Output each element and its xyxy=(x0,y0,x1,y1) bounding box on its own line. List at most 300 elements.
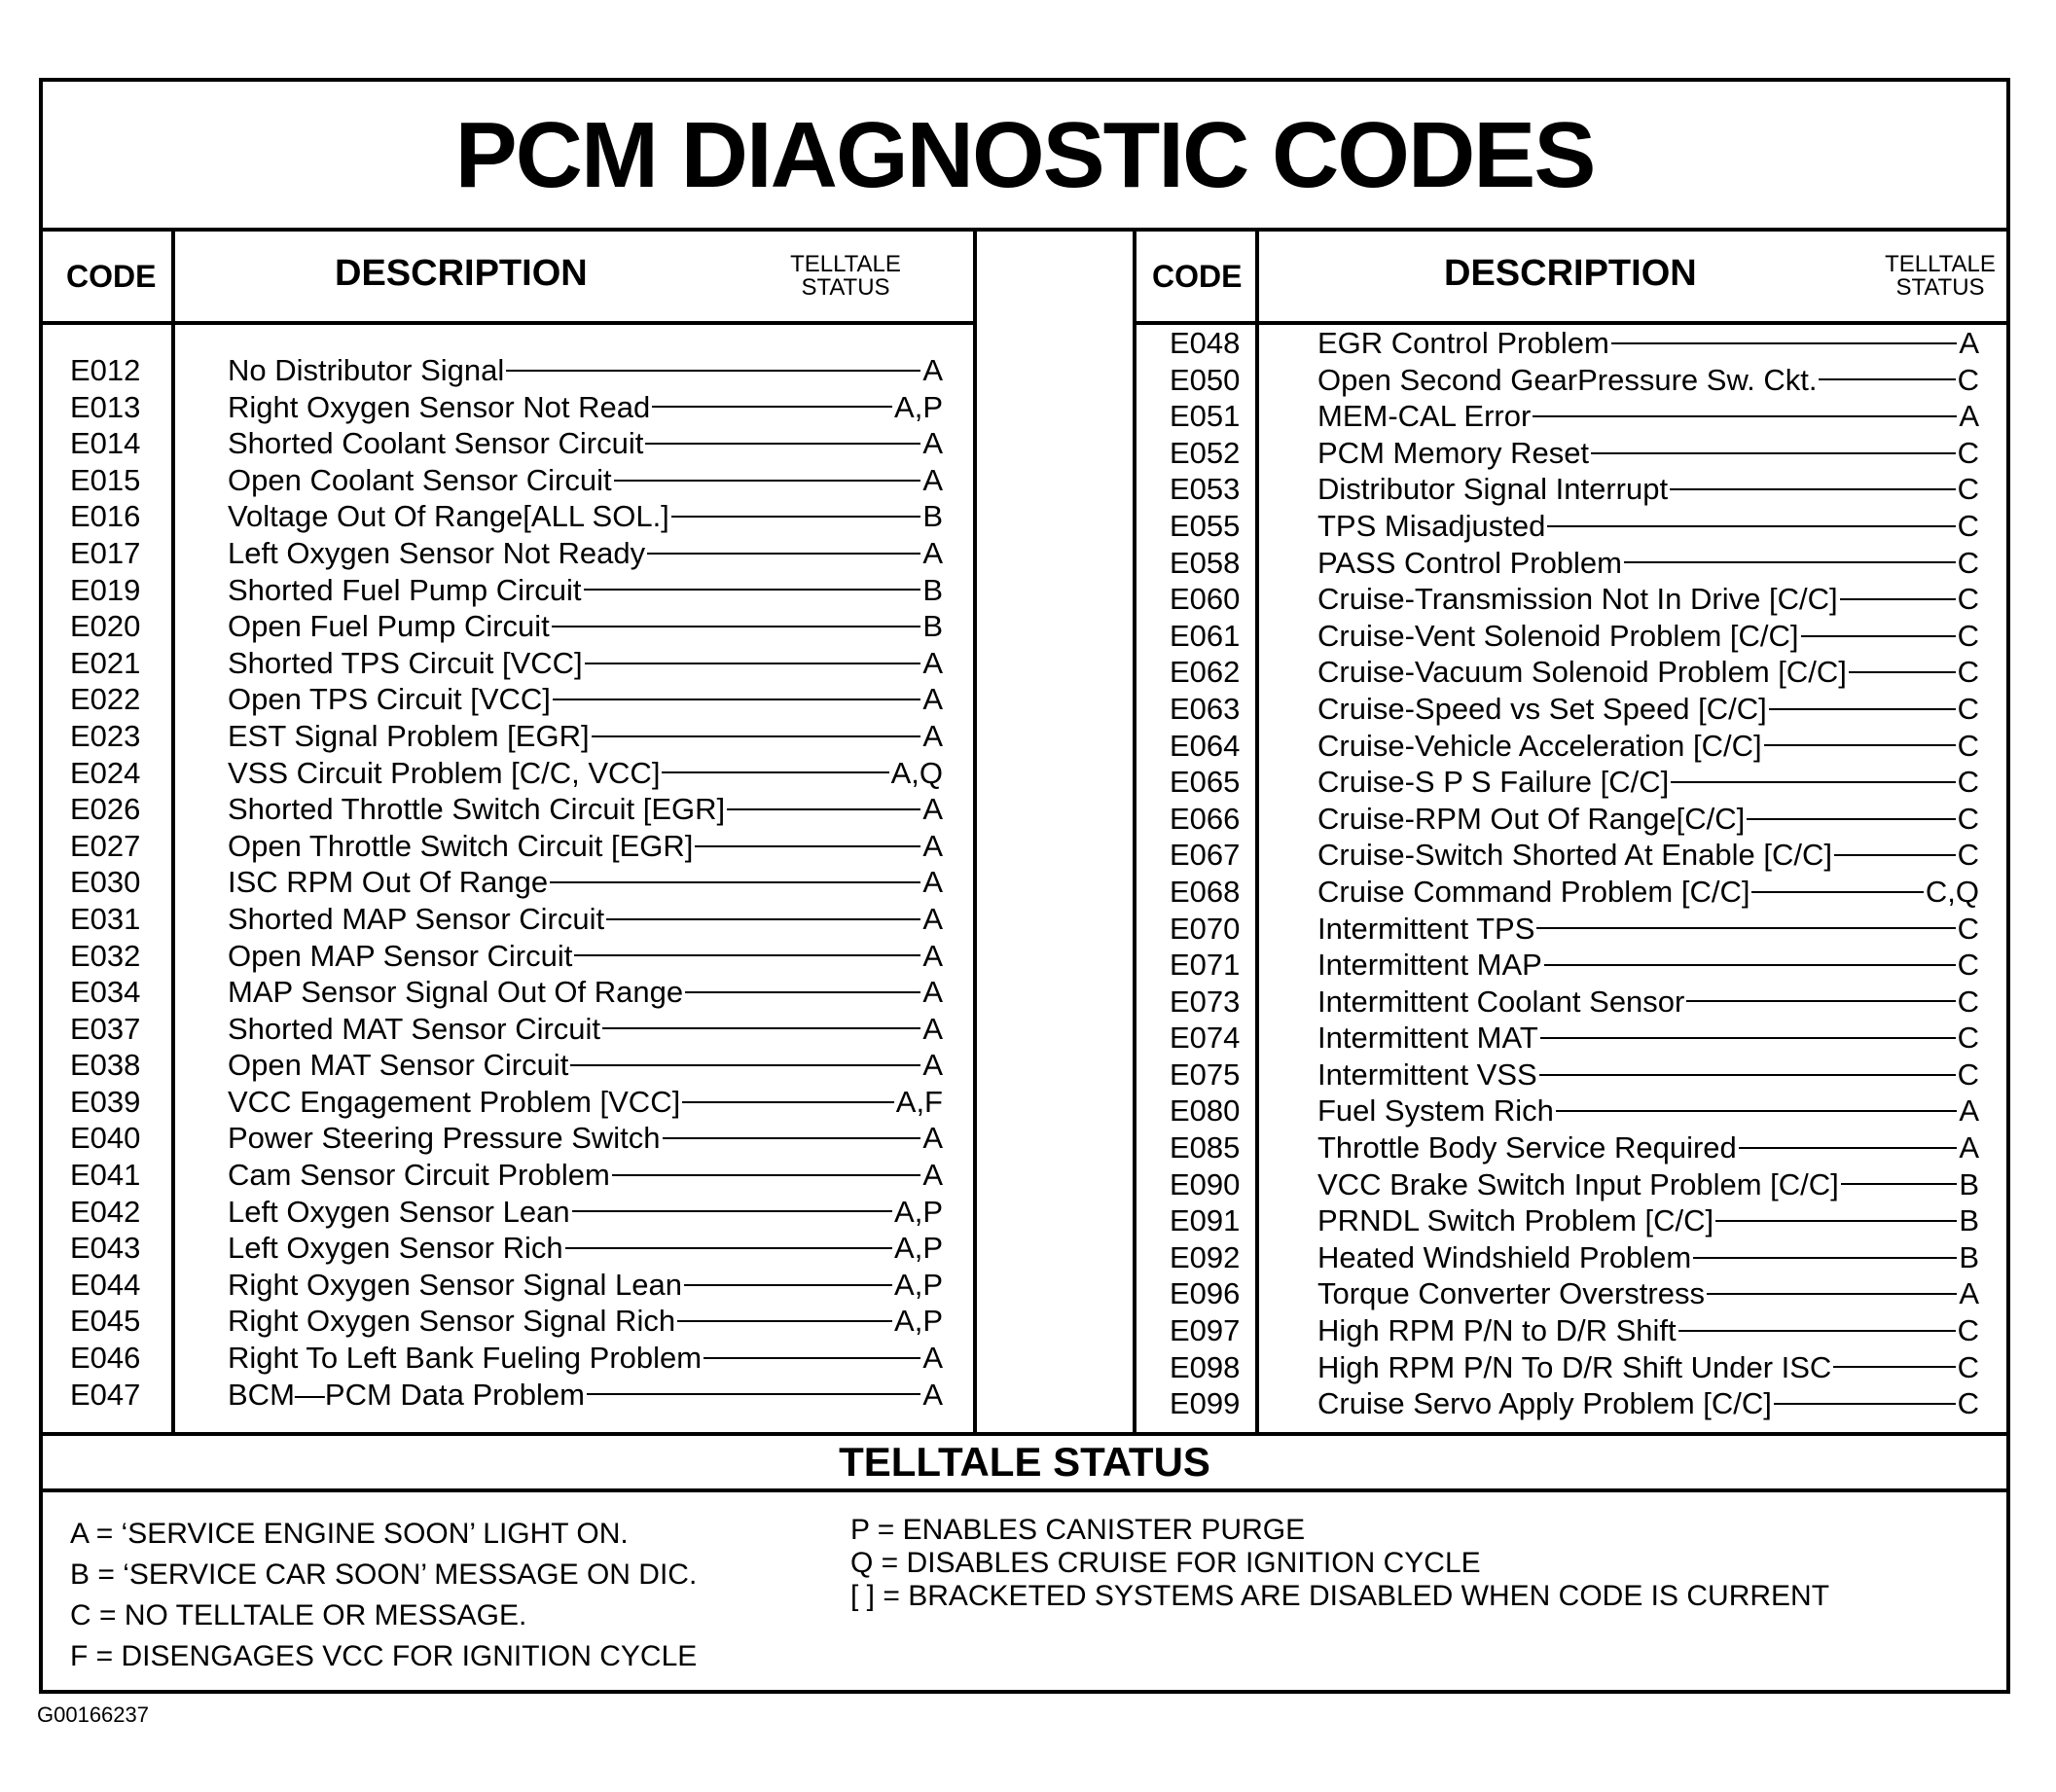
right-description-text: Heated Windshield Problem xyxy=(1317,1239,1692,1274)
left-telltale-status: A xyxy=(922,426,943,461)
right-telltale-status: C xyxy=(1957,801,1979,836)
left-telltale-status: A,Q xyxy=(890,755,943,790)
left-code-cell: E014 xyxy=(70,426,141,461)
right-code-cell: E063 xyxy=(1170,691,1241,726)
right-telltale-status: C xyxy=(1957,362,1979,397)
leader-line xyxy=(1556,1110,1957,1112)
right-telltale-header xyxy=(1872,253,2008,300)
left-telltale-status: A xyxy=(922,1121,943,1156)
right-telltale-status: A xyxy=(1959,1093,1979,1129)
right-description-text: Cruise Servo Apply Problem [C/C] xyxy=(1317,1386,1772,1421)
right-description-text: Cruise Command Problem [C/C] xyxy=(1317,874,1750,909)
left-telltale-status: A xyxy=(922,975,943,1010)
leader-line xyxy=(1764,744,1956,746)
right-description-row xyxy=(1317,801,1979,838)
right-description-text: Intermittent MAT xyxy=(1317,1021,1538,1056)
left-description-row xyxy=(228,974,943,1011)
left-code-cell: E041 xyxy=(70,1158,141,1193)
legend-entry: Q = DISABLES CRUISE FOR IGNITION CYCLE xyxy=(850,1547,1481,1579)
leader-line xyxy=(553,699,920,700)
right-code-cell: E074 xyxy=(1170,1021,1241,1056)
right-description-row xyxy=(1317,1385,1979,1422)
left-code-cell: E037 xyxy=(70,1011,141,1046)
title-divider xyxy=(43,228,2006,232)
left-telltale-status: A,P xyxy=(894,389,943,424)
left-description-row xyxy=(228,572,943,609)
leader-line xyxy=(1833,1366,1955,1368)
right-description-text: Cruise-RPM Out Of Range[C/C] xyxy=(1317,801,1746,836)
leader-line xyxy=(671,516,921,518)
left-telltale-status: A,P xyxy=(894,1231,943,1266)
right-code-cell: E058 xyxy=(1170,545,1241,580)
leader-line xyxy=(1840,598,1956,600)
left-description-row xyxy=(228,352,943,389)
right-telltale-status: C xyxy=(1957,655,1979,690)
right-telltale-status: B xyxy=(1959,1203,1979,1238)
leader-line xyxy=(682,1101,894,1103)
left-description-row xyxy=(228,864,943,901)
left-description-text: Left Oxygen Sensor Rich xyxy=(228,1231,563,1266)
leader-line xyxy=(585,663,921,664)
leader-line xyxy=(645,443,920,445)
leader-line xyxy=(587,1393,920,1395)
left-code-cell: E045 xyxy=(70,1304,141,1339)
left-telltale-status: B xyxy=(922,499,943,534)
right-description-row xyxy=(1317,1166,1979,1203)
right-code-cell: E067 xyxy=(1170,838,1241,873)
right-description-text: Cruise-Vehicle Acceleration [C/C] xyxy=(1317,728,1762,763)
left-description-row xyxy=(228,938,943,975)
left-description-text: Power Steering Pressure Switch xyxy=(228,1121,661,1156)
leader-line xyxy=(570,1064,920,1066)
leader-line xyxy=(584,589,921,591)
right-description-row xyxy=(1317,581,1979,618)
right-description-text: Intermittent TPS xyxy=(1317,911,1535,946)
right-telltale-status: C xyxy=(1957,911,1979,946)
right-description-header: DESCRIPTION xyxy=(1444,253,1697,294)
left-code-cell: E040 xyxy=(70,1121,141,1156)
left-code-cell: E026 xyxy=(70,792,141,827)
legend-left-column xyxy=(70,1514,697,1677)
left-code-column xyxy=(70,352,167,1413)
right-telltale-status: C xyxy=(1957,472,1979,507)
left-telltale-status: A xyxy=(922,353,943,387)
left-telltale-status: B xyxy=(922,572,943,607)
right-code-cell: E064 xyxy=(1170,728,1241,763)
left-description-text: Open MAT Sensor Circuit xyxy=(228,1048,569,1083)
left-code-cell: E038 xyxy=(70,1048,141,1083)
left-code-cell: E021 xyxy=(70,645,141,680)
right-telltale-status: A xyxy=(1959,399,1979,434)
leader-line xyxy=(1547,525,1955,527)
right-description-text: Intermittent VSS xyxy=(1317,1057,1537,1092)
left-code-cell: E015 xyxy=(70,462,141,497)
left-description-text: Open Throttle Switch Circuit [EGR] xyxy=(228,828,694,863)
right-description-text: Cruise-Vacuum Solenoid Problem [C/C] xyxy=(1317,655,1847,690)
right-description-text: PRNDL Switch Problem [C/C] xyxy=(1317,1203,1714,1238)
right-description-row xyxy=(1317,874,1979,911)
left-description-row xyxy=(228,425,943,462)
legend-entry: [ ] = BRACKETED SYSTEMS ARE DISABLED WHEN CODE IS CURRENT xyxy=(850,1580,1830,1612)
left-description-row xyxy=(228,791,943,828)
leader-line xyxy=(550,881,920,883)
leader-line xyxy=(572,1210,892,1212)
right-description-row xyxy=(1317,508,1979,545)
leader-line xyxy=(1693,1257,1957,1259)
right-description-row xyxy=(1317,545,1979,582)
left-description-row xyxy=(228,1047,943,1084)
legend-entry: P = ENABLES CANISTER PURGE xyxy=(850,1514,1306,1546)
leader-line xyxy=(1533,415,1957,417)
right-description-text: TPS Misadjusted xyxy=(1317,508,1546,543)
left-description-text: ISC RPM Out Of Range xyxy=(228,865,549,900)
left-telltale-status: A,P xyxy=(894,1194,943,1229)
right-description-row xyxy=(1317,1057,1979,1093)
leader-line xyxy=(1671,781,1955,783)
diagnostic-code-chart xyxy=(39,78,2010,1694)
left-code-cell: E016 xyxy=(70,499,141,534)
right-code-cell: E080 xyxy=(1170,1093,1241,1129)
left-description-text: Shorted MAP Sensor Circuit xyxy=(228,901,605,936)
right-telltale-header-line2: STATUS xyxy=(1895,274,1985,301)
right-code-cell: E061 xyxy=(1170,618,1241,653)
right-description-text: Fuel System Rich xyxy=(1317,1093,1554,1129)
left-description-text: VSS Circuit Problem [C/C, VCC] xyxy=(228,755,661,790)
leader-line xyxy=(1539,1074,1956,1076)
left-description-row xyxy=(228,1340,943,1377)
left-description-text: Open TPS Circuit [VCC] xyxy=(228,682,551,717)
left-telltale-status: A,F xyxy=(895,1084,943,1119)
right-description-text: Distributor Signal Interrupt xyxy=(1317,472,1669,507)
left-description-row xyxy=(228,1267,943,1304)
left-code-header: CODE xyxy=(66,259,157,294)
left-description-text: Right To Left Bank Fueling Problem xyxy=(228,1341,703,1376)
left-telltale-status: A xyxy=(922,535,943,570)
left-telltale-status: A,P xyxy=(894,1304,943,1339)
right-table-left-border xyxy=(1133,230,1136,1434)
left-description-row xyxy=(228,608,943,645)
right-telltale-status: C xyxy=(1957,728,1979,763)
right-telltale-status: C xyxy=(1957,838,1979,873)
right-code-cell: E099 xyxy=(1170,1386,1241,1421)
leader-line xyxy=(565,1247,892,1249)
left-code-cell: E047 xyxy=(70,1377,141,1412)
right-telltale-status: C xyxy=(1957,508,1979,543)
left-description-row xyxy=(228,1157,943,1194)
left-description-text: BCM—PCM Data Problem xyxy=(228,1377,585,1412)
leader-line xyxy=(552,626,921,627)
legend-title-divider xyxy=(43,1488,2006,1492)
right-description-text: Cruise-S P S Failure [C/C] xyxy=(1317,765,1670,800)
right-description-row xyxy=(1317,1129,1979,1166)
left-description-text: Open Fuel Pump Circuit xyxy=(228,609,550,644)
leader-line xyxy=(662,771,888,773)
leader-line xyxy=(612,1174,921,1176)
left-description-row xyxy=(228,901,943,938)
telltale-status-title: TELLTALE STATUS xyxy=(839,1439,1210,1485)
left-description-text: Right Oxygen Sensor Not Read xyxy=(228,389,651,424)
right-code-cell: E052 xyxy=(1170,435,1241,470)
leader-line xyxy=(1801,635,1956,637)
leader-line xyxy=(574,954,920,956)
left-description-row xyxy=(228,1230,943,1267)
right-description-row xyxy=(1317,691,1979,728)
right-code-cell: E098 xyxy=(1170,1349,1241,1384)
left-code-cell: E024 xyxy=(70,755,141,790)
leader-line xyxy=(1747,818,1955,820)
left-description-text: Shorted TPS Circuit [VCC] xyxy=(228,645,583,680)
right-telltale-status: B xyxy=(1959,1239,1979,1274)
leader-line xyxy=(1849,671,1956,673)
left-description-text: Shorted Throttle Switch Circuit [EGR] xyxy=(228,792,726,827)
left-telltale-status: A xyxy=(922,901,943,936)
right-description-text: VCC Brake Switch Input Problem [C/C] xyxy=(1317,1166,1839,1201)
left-description-text: Open MAP Sensor Circuit xyxy=(228,938,573,973)
right-description-row xyxy=(1317,1275,1979,1312)
right-telltale-status: A xyxy=(1959,1276,1979,1311)
right-telltale-status: C xyxy=(1957,1313,1979,1348)
right-description-row xyxy=(1317,1202,1979,1239)
leader-line xyxy=(602,1027,920,1029)
right-code-cell: E091 xyxy=(1170,1203,1241,1238)
leader-line xyxy=(677,1320,892,1322)
right-telltale-status: C xyxy=(1957,1349,1979,1384)
right-telltale-status: A xyxy=(1959,326,1979,360)
right-description-text: High RPM P/N To D/R Shift Under ISC xyxy=(1317,1349,1832,1384)
leader-line xyxy=(592,735,921,737)
right-description-row xyxy=(1317,435,1979,472)
left-description-row xyxy=(228,1377,943,1414)
right-description-row xyxy=(1317,837,1979,874)
legend-right-column xyxy=(850,1514,1829,1613)
left-description-header: DESCRIPTION xyxy=(335,253,588,294)
right-code-cell: E085 xyxy=(1170,1130,1241,1165)
left-telltale-status: A xyxy=(922,792,943,827)
left-code-cell: E046 xyxy=(70,1341,141,1376)
leader-line xyxy=(1834,854,1956,856)
left-description-text: Right Oxygen Sensor Signal Rich xyxy=(228,1304,676,1339)
right-telltale-status: C xyxy=(1957,948,1979,983)
leader-line xyxy=(663,1137,921,1139)
left-description-row xyxy=(228,681,943,718)
left-description-row xyxy=(228,718,943,755)
leader-line xyxy=(727,808,920,810)
right-telltale-status: C xyxy=(1957,435,1979,470)
leader-line xyxy=(606,918,920,920)
leader-line xyxy=(1540,1037,1956,1039)
right-code-cell: E068 xyxy=(1170,874,1241,909)
left-description-text: Right Oxygen Sensor Signal Lean xyxy=(228,1267,683,1302)
right-code-cell: E050 xyxy=(1170,362,1241,397)
leader-line xyxy=(1686,1000,1955,1002)
left-telltale-status: A xyxy=(922,718,943,753)
right-code-column xyxy=(1170,325,1257,1422)
right-code-cell: E055 xyxy=(1170,508,1241,543)
left-description-row xyxy=(228,1084,943,1121)
right-telltale-status: B xyxy=(1959,1166,1979,1201)
left-code-cell: E044 xyxy=(70,1267,141,1302)
legend-entry: A = ‘SERVICE ENGINE SOON’ LIGHT ON. xyxy=(70,1518,629,1550)
left-description-row xyxy=(228,755,943,792)
leader-line xyxy=(1536,927,1955,929)
left-description-row xyxy=(228,1303,943,1340)
right-telltale-status: C,Q xyxy=(1925,874,1979,909)
figure-id: G00166237 xyxy=(37,1702,149,1727)
right-description-row xyxy=(1317,728,1979,765)
right-description-row xyxy=(1317,618,1979,655)
right-code-cell: E051 xyxy=(1170,399,1241,434)
leader-line xyxy=(1769,708,1956,710)
right-code-cell: E075 xyxy=(1170,1057,1241,1092)
leader-line xyxy=(1624,561,1956,563)
left-telltale-status: A xyxy=(922,1341,943,1376)
left-code-cell: E017 xyxy=(70,535,141,570)
right-description-text: Cruise-Transmission Not In Drive [C/C] xyxy=(1317,582,1838,617)
left-description-text: Open Coolant Sensor Circuit xyxy=(228,462,612,497)
right-telltale-header-line1: TELLTALE xyxy=(1885,251,1996,277)
left-code-cell: E019 xyxy=(70,572,141,607)
left-code-cell: E027 xyxy=(70,828,141,863)
left-telltale-status: A xyxy=(922,938,943,973)
right-description-text: PCM Memory Reset xyxy=(1317,435,1590,470)
left-description-text: EST Signal Problem [EGR] xyxy=(228,718,590,753)
left-description-text: Cam Sensor Circuit Problem xyxy=(228,1158,610,1193)
right-description-row xyxy=(1317,1349,1979,1386)
right-telltale-status: C xyxy=(1957,765,1979,800)
right-code-cell: E048 xyxy=(1170,326,1241,360)
left-description-text: Shorted Fuel Pump Circuit xyxy=(228,572,582,607)
left-telltale-header-line1: TELLTALE xyxy=(790,251,901,277)
right-description-text: Intermittent Coolant Sensor xyxy=(1317,984,1685,1019)
left-description-row xyxy=(228,828,943,865)
left-code-cell: E039 xyxy=(70,1084,141,1119)
right-telltale-status: C xyxy=(1957,984,1979,1019)
legend-entry: C = NO TELLTALE OR MESSAGE. xyxy=(70,1599,527,1631)
right-description-text: Torque Converter Overstress xyxy=(1317,1276,1705,1311)
leader-line xyxy=(506,370,920,372)
right-description-row xyxy=(1317,1093,1979,1129)
leader-line xyxy=(1670,488,1956,490)
left-code-cell: E043 xyxy=(70,1231,141,1266)
left-description-row xyxy=(228,1194,943,1231)
right-description-row xyxy=(1317,398,1979,435)
left-header-divider xyxy=(43,321,977,325)
right-description-row xyxy=(1317,654,1979,691)
left-description-text: VCC Engagement Problem [VCC] xyxy=(228,1084,681,1119)
right-description-text: Cruise-Switch Shorted At Enable [C/C] xyxy=(1317,838,1832,873)
left-code-cell: E042 xyxy=(70,1194,141,1229)
left-code-cell: E013 xyxy=(70,389,141,424)
left-telltale-header xyxy=(777,253,914,300)
right-telltale-status: C xyxy=(1957,1386,1979,1421)
right-telltale-status: C xyxy=(1957,691,1979,726)
left-telltale-status: A xyxy=(922,828,943,863)
right-telltale-status: C xyxy=(1957,545,1979,580)
right-code-cell: E073 xyxy=(1170,984,1241,1019)
right-code-cell: E070 xyxy=(1170,911,1241,946)
left-description-text: No Distributor Signal xyxy=(228,353,505,387)
leader-line xyxy=(695,845,920,847)
leader-line xyxy=(1751,891,1923,893)
right-description-row xyxy=(1317,947,1979,984)
left-code-divider xyxy=(171,230,175,1434)
leader-line xyxy=(1715,1220,1957,1222)
leader-line xyxy=(1678,1330,1956,1332)
leader-line xyxy=(1739,1147,1958,1149)
right-description-text: High RPM P/N to D/R Shift xyxy=(1317,1313,1677,1348)
leader-line xyxy=(1707,1293,1957,1295)
right-description-text: MEM-CAL Error xyxy=(1317,399,1532,434)
legend-entry: F = DISENGAGES VCC FOR IGNITION CYCLE xyxy=(70,1640,698,1672)
left-description-row xyxy=(228,1120,943,1157)
right-telltale-status: C xyxy=(1957,582,1979,617)
right-code-cell: E065 xyxy=(1170,765,1241,800)
left-telltale-status: B xyxy=(922,609,943,644)
right-description-text: PASS Control Problem xyxy=(1317,545,1622,580)
right-description-row xyxy=(1317,362,1979,399)
left-description-row xyxy=(228,1011,943,1048)
left-code-cell: E023 xyxy=(70,718,141,753)
leader-line xyxy=(1544,964,1956,966)
right-telltale-status: A xyxy=(1959,1130,1979,1165)
left-description-text: Left Oxygen Sensor Not Ready xyxy=(228,535,646,570)
left-telltale-status: A xyxy=(922,645,943,680)
legend-entry: B = ‘SERVICE CAR SOON’ MESSAGE ON DIC. xyxy=(70,1559,698,1591)
left-code-cell: E031 xyxy=(70,901,141,936)
right-code-cell: E090 xyxy=(1170,1166,1241,1201)
right-code-cell: E062 xyxy=(1170,655,1241,690)
left-code-cell: E032 xyxy=(70,938,141,973)
right-code-cell: E096 xyxy=(1170,1276,1241,1311)
right-description-text: Cruise-Vent Solenoid Problem [C/C] xyxy=(1317,618,1799,653)
right-description-row xyxy=(1317,1239,1979,1276)
left-telltale-status: A xyxy=(922,1158,943,1193)
left-description-text: Left Oxygen Sensor Lean xyxy=(228,1194,570,1229)
left-telltale-status: A,P xyxy=(894,1267,943,1302)
left-description-text: Shorted MAT Sensor Circuit xyxy=(228,1011,601,1046)
left-telltale-status: A xyxy=(922,682,943,717)
right-description-text: Intermittent MAP xyxy=(1317,948,1542,983)
right-telltale-status: C xyxy=(1957,618,1979,653)
left-description-text: MAP Sensor Signal Out Of Range xyxy=(228,975,684,1010)
left-telltale-status: A xyxy=(922,462,943,497)
right-description-column xyxy=(1317,325,1979,1422)
right-code-header: CODE xyxy=(1152,259,1243,294)
right-description-row xyxy=(1317,1020,1979,1057)
left-description-text: Shorted Coolant Sensor Circuit xyxy=(228,426,644,461)
leader-line xyxy=(1591,452,1956,454)
right-description-row xyxy=(1317,764,1979,801)
leader-line xyxy=(652,406,892,408)
left-telltale-status: A xyxy=(922,865,943,900)
left-description-column xyxy=(228,352,943,1413)
right-description-row xyxy=(1317,1312,1979,1349)
right-code-cell: E097 xyxy=(1170,1313,1241,1348)
left-description-row xyxy=(228,645,943,682)
left-code-cell: E020 xyxy=(70,609,141,644)
leader-line xyxy=(1841,1183,1958,1185)
right-code-cell: E071 xyxy=(1170,948,1241,983)
left-code-cell: E012 xyxy=(70,353,141,387)
left-telltale-status: A xyxy=(922,1011,943,1046)
right-code-cell: E066 xyxy=(1170,801,1241,836)
right-code-cell: E060 xyxy=(1170,582,1241,617)
left-code-cell: E022 xyxy=(70,682,141,717)
left-telltale-status: A xyxy=(922,1048,943,1083)
right-code-cell: E053 xyxy=(1170,472,1241,507)
right-description-text: Throttle Body Service Required xyxy=(1317,1130,1737,1165)
right-description-row xyxy=(1317,984,1979,1021)
